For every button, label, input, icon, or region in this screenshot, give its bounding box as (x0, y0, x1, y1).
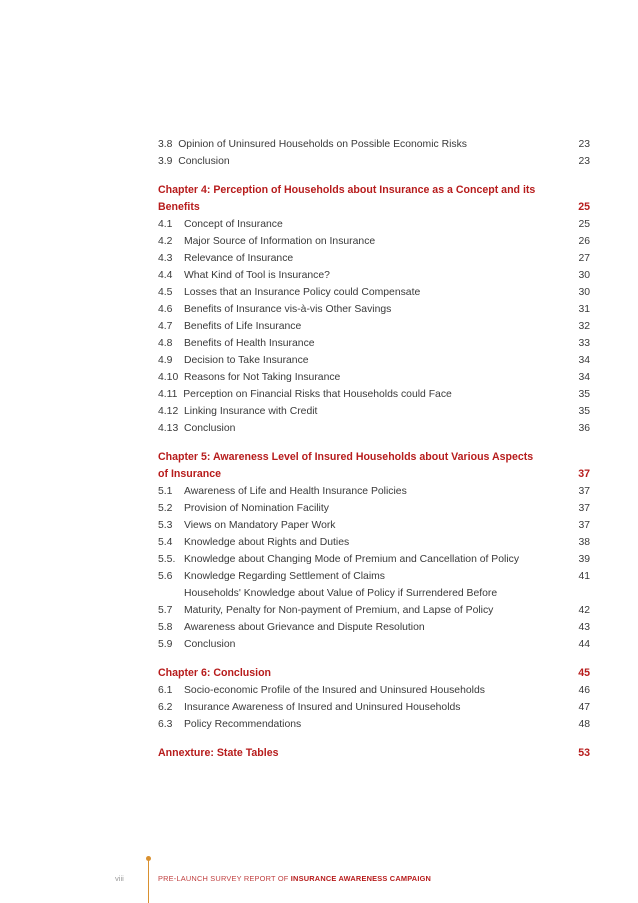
page-number: 37 (578, 503, 590, 514)
toc-entry-3-9[interactable] (158, 153, 590, 170)
page-number: 48 (578, 719, 590, 730)
page-number: 25 (578, 219, 590, 230)
section-title: Insurance Awareness of Insured and Uninsured Households (184, 702, 461, 713)
section-title: Linking Insurance with Credit (184, 406, 318, 417)
chapter-6-entries (158, 682, 590, 733)
page-number: 34 (578, 355, 590, 366)
toc-entry[interactable] (158, 233, 590, 250)
section-title: Knowledge Regarding Settlement of Claims (184, 571, 385, 582)
section-number: 5.2 (158, 503, 184, 514)
toc-entry[interactable] (158, 534, 590, 551)
section-number: 4.8 (158, 338, 184, 349)
toc-entry[interactable] (158, 517, 590, 534)
section-title: Opinion of Uninsured Households on Possible Economic Risks (178, 139, 467, 150)
page-number: 35 (578, 389, 590, 400)
section-title: Policy Recommendations (184, 719, 302, 730)
footer-title (158, 874, 431, 883)
toc-entry[interactable] (158, 267, 590, 284)
chapter-title: Chapter 6: Conclusion (158, 667, 272, 679)
section-number: 4.10 (158, 372, 184, 383)
footer-page-number: viii (115, 874, 124, 883)
page-footer (0, 856, 638, 903)
section-number: 5.7 (158, 605, 184, 616)
page-number: 47 (578, 702, 590, 713)
chapter-4-heading[interactable] (158, 182, 590, 216)
toc-entry[interactable] (158, 619, 590, 636)
footer-rule (148, 860, 149, 903)
page-number: 37 (578, 520, 590, 531)
section-title: Benefits of Life Insurance (184, 321, 302, 332)
section-number: 3.9 (158, 156, 179, 167)
toc-entry[interactable] (158, 716, 590, 733)
chapter-title-line-1: Chapter 5: Awareness Level of Insured Households about Various Aspects (158, 451, 534, 463)
toc-entry[interactable] (158, 369, 590, 386)
section-title: Major Source of Information on Insurance (184, 236, 376, 247)
section-title: Benefits of Insurance vis-à-vis Other Savings (184, 304, 392, 315)
section-number: 5.5. (158, 554, 184, 565)
page-number: 31 (578, 304, 590, 315)
page-number: 38 (578, 537, 590, 548)
section-number: 5.6 (158, 571, 184, 582)
toc-entry[interactable] (158, 284, 590, 301)
section-number: 4.13 (158, 423, 184, 434)
section-number: 5.9 (158, 639, 184, 650)
page-number: 53 (578, 747, 590, 759)
toc-entry[interactable] (158, 636, 590, 653)
section-title: Views on Mandatory Paper Work (184, 520, 336, 531)
section-number: 4.12 (158, 406, 184, 417)
page-number: 25 (578, 201, 590, 213)
section-title: Concept of Insurance (184, 219, 283, 230)
section-title: Conclusion (184, 639, 236, 650)
section-number: 3.8 (158, 139, 179, 150)
page-number: 37 (578, 486, 590, 497)
section-number: 5.8 (158, 622, 184, 633)
page-number: 44 (578, 639, 590, 650)
section-number: 4.11 (158, 389, 184, 400)
toc-entry-3-8[interactable] (158, 136, 590, 153)
section-number: 5.1 (158, 486, 184, 497)
section-title: Socio-economic Profile of the Insured and Uninsured Households (184, 685, 485, 696)
section-number: 4.2 (158, 236, 184, 247)
footer-title-regular: PRE-LAUNCH SURVEY REPORT OF (158, 874, 291, 883)
section-title: Knowledge about Rights and Duties (184, 537, 350, 548)
toc-entry[interactable] (158, 420, 590, 437)
chapter-title: Chapter 4: Perception of Households about Insurance as a Concept and its Benefits (158, 184, 536, 213)
page-number: 45 (578, 667, 590, 679)
section-number: 4.5 (158, 287, 184, 298)
table-of-contents (158, 136, 590, 762)
page-number: 34 (578, 372, 590, 383)
page-number: 30 (578, 270, 590, 281)
page-number: 30 (578, 287, 590, 298)
toc-entry[interactable] (158, 386, 590, 403)
page-number: 43 (578, 622, 590, 633)
page-number: 37 (578, 468, 590, 480)
section-title: Decision to Take Insurance (184, 355, 309, 366)
section-number: 6.2 (158, 702, 184, 713)
page-number: 23 (578, 156, 590, 167)
section-number: 4.3 (158, 253, 184, 264)
chapter-5-entries (158, 483, 590, 653)
section-title: Perception on Financial Risks that Households could Face (183, 389, 452, 400)
page-number: 27 (578, 253, 590, 264)
section-title: Awareness about Grievance and Dispute Resolution (184, 622, 425, 633)
page-number: 33 (578, 338, 590, 349)
section-number: 6.1 (158, 685, 184, 696)
page-number: 39 (578, 554, 590, 565)
section-number: 4.4 (158, 270, 184, 281)
section-title: Reasons for Not Taking Insurance (184, 372, 341, 383)
page-number: 23 (578, 139, 590, 150)
page-number: 41 (578, 571, 590, 582)
section-number: 4.1 (158, 219, 184, 230)
chapter-4-entries (158, 216, 590, 437)
section-number: 6.3 (158, 719, 184, 730)
section-title: Households' Knowledge about Value of Policy if Surrendered Before Maturity, Penalty for Non-payment of Premium, and Lapse of Policy (184, 588, 498, 616)
toc-entry[interactable] (158, 335, 590, 352)
annexure-heading[interactable] (158, 745, 590, 762)
toc-entry[interactable] (158, 682, 590, 699)
page-number: 42 (578, 605, 590, 616)
toc-entry[interactable] (158, 403, 590, 420)
toc-entry[interactable] (158, 301, 590, 318)
page-number: 26 (578, 236, 590, 247)
toc-entry[interactable] (158, 551, 590, 568)
toc-entry[interactable] (158, 352, 590, 369)
page-number: 36 (578, 423, 590, 434)
toc-entry[interactable] (158, 250, 590, 267)
chapter-6-heading[interactable] (158, 665, 590, 682)
section-number: 5.3 (158, 520, 184, 531)
section-title: Relevance of Insurance (184, 253, 294, 264)
section-number: 4.7 (158, 321, 184, 332)
section-number: 4.9 (158, 355, 184, 366)
toc-entry[interactable] (158, 568, 590, 585)
section-title: Losses that an Insurance Policy could Compensate (184, 287, 421, 298)
toc-entry[interactable] (158, 318, 590, 335)
chapter-title-line-2: of Insurance (158, 468, 221, 480)
toc-entry[interactable] (158, 216, 590, 233)
section-number: 4.6 (158, 304, 184, 315)
section-title: Provision of Nomination Facility (184, 503, 329, 514)
section-title: Benefits of Health Insurance (184, 338, 315, 349)
section-title: Conclusion (178, 156, 230, 167)
toc-entry[interactable] (158, 585, 590, 619)
section-number: 5.4 (158, 537, 184, 548)
footer-title-bold: INSURANCE AWARENESS CAMPAIGN (290, 874, 432, 883)
page-number: 35 (578, 406, 590, 417)
toc-entry[interactable] (158, 699, 590, 716)
page-number: 46 (578, 685, 590, 696)
page-number: 32 (578, 321, 590, 332)
annexure-title: Annexture: State Tables (158, 747, 279, 759)
chapter-5-heading[interactable] (158, 449, 590, 483)
section-title: Conclusion (184, 423, 236, 434)
section-title: What Kind of Tool is Insurance? (184, 270, 330, 281)
section-title: Knowledge about Changing Mode of Premium and Cancellation of Policy (184, 554, 520, 565)
toc-entry[interactable] (158, 500, 590, 517)
toc-entry[interactable] (158, 483, 590, 500)
section-title: Awareness of Life and Health Insurance Policies (184, 486, 407, 497)
